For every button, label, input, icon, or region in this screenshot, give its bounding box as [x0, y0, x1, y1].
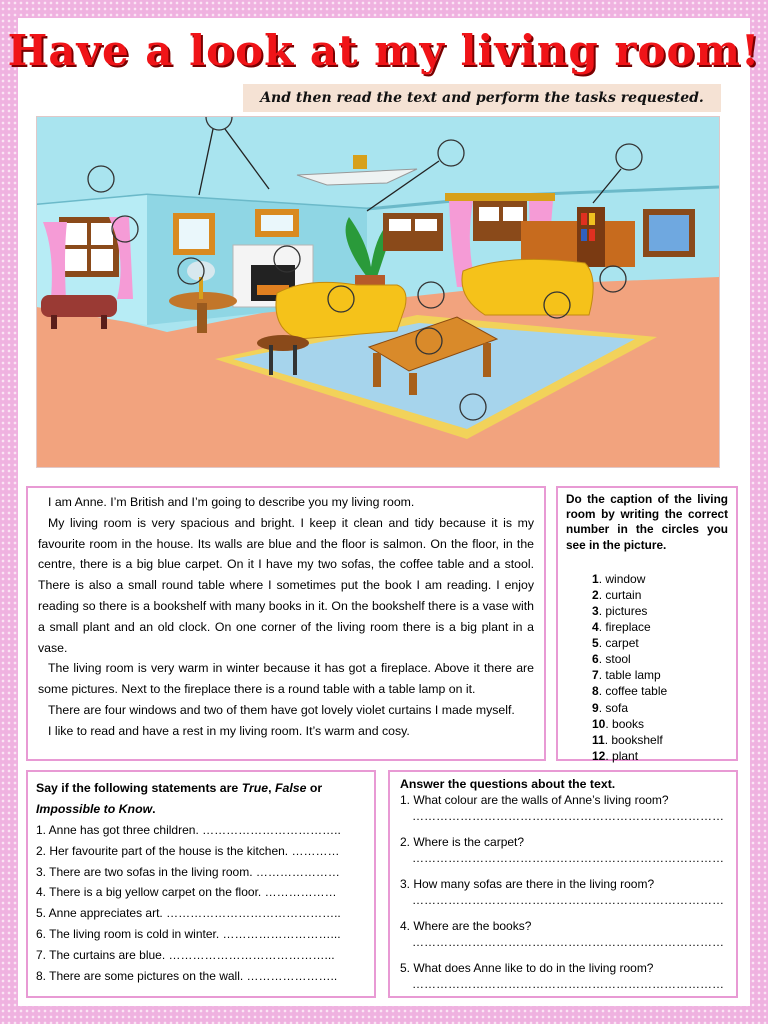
- answer-line: ……………………………………………………………………: [412, 935, 724, 949]
- caption-item: 10. books: [592, 716, 645, 731]
- answer-line: ……………………………………………………………………: [412, 893, 724, 907]
- page-title: Have a look at my living room!: [7, 26, 761, 75]
- statement-item: 3. There are two sofas in the living room. …………………: [36, 864, 340, 879]
- caption-item: 11. bookshelf: [592, 732, 663, 747]
- caption-task-box: [556, 486, 738, 761]
- statement-list: [36, 820, 366, 986]
- statement-item: 8. There are some pictures on the wall. …………………..: [36, 968, 338, 983]
- question-item: 5. What does Anne like to do in the living room?: [400, 961, 654, 975]
- answer-line: ……………………………………………………………………: [412, 809, 724, 823]
- true-false-heading: Say if the following statements are True, False or Impossible to Know.: [36, 781, 323, 816]
- statement-item: 4. There is a big yellow carpet on the floor. ………………: [36, 885, 337, 900]
- footstool: [41, 295, 117, 317]
- caption-item: 7. table lamp: [592, 668, 661, 683]
- sofa-left: [276, 282, 406, 339]
- living-room-illustration: [36, 116, 720, 468]
- story-paragraph-1: I am Anne. I’m British and I’m going to describe you my living room.: [48, 495, 415, 509]
- sofa-right: [462, 259, 593, 315]
- caption-item: 5. carpet: [592, 636, 639, 651]
- question-item: 2. Where is the carpet?: [400, 835, 525, 849]
- answer-line: ……………………………………………………………………: [412, 977, 724, 991]
- caption-item: 12. plant: [592, 748, 639, 763]
- living-room-drawing: [37, 117, 719, 467]
- caption-item: 9. sofa: [592, 700, 629, 715]
- questions-heading: Answer the questions about the text.: [400, 777, 616, 791]
- answer-line: ……………………………………………………………………: [412, 851, 724, 865]
- caption-instruction: Do the caption of the living room by writing the correct number in the circles you see in the picture.: [566, 492, 728, 552]
- caption-item: 8. coffee table: [592, 684, 668, 699]
- story-paragraph-5: I like to read and have a rest in my living room. It’s warm and cosy.: [48, 723, 410, 738]
- story-paragraph-4: There are four windows and two of them have got lovely violet curtains I made myself.: [48, 702, 515, 717]
- story-paragraph-2: My living room is very spacious and bright. I keep it clean and tidy because it is my favourite room in the house. Its walls are blue and the floor is salmon. On the floor, in the centre, there is a big blue carpet. On it I have my two sofas, the coffee table and a stool. There is also a small round table where I sometimes put the book I am reading. I enjoy reading so there is a bookshelf with many books in it. On the bookshelf there is a vase with a small plant and an old clock. On one corner of the living room there is a big plant in a vase.: [38, 515, 534, 655]
- questions-box: [388, 770, 738, 998]
- question-item: 3. How many sofas are there in the living room?: [400, 877, 655, 891]
- caption-item: 2. curtain: [592, 587, 642, 602]
- statement-item: 1. Anne has got three children. ……………………………..: [36, 823, 341, 837]
- caption-item: 1. window: [592, 571, 646, 586]
- question-item: 4. Where are the books?: [400, 919, 532, 933]
- stool: [257, 335, 309, 351]
- statement-item: 5. Anne appreciates art. ……………………………………..: [36, 906, 341, 921]
- caption-item: 3. pictures: [592, 604, 648, 618]
- statement-item: 2. Her favourite part of the house is the kitchen. …………: [36, 843, 340, 858]
- caption-item: 6. stool: [592, 652, 631, 667]
- page-subtitle: And then read the text and perform the tasks requested.: [243, 84, 721, 112]
- caption-word-list: [566, 571, 728, 764]
- true-false-box: [26, 770, 376, 998]
- caption-item: 4. fireplace: [592, 620, 651, 635]
- story-paragraph-3: The living room is very warm in winter because it has got a fireplace. Above it there are some pictures. Next to the fireplace there is a round table with a table lamp on it.: [38, 661, 534, 697]
- statement-item: 6. The living room is cold in winter. ………………………...: [36, 926, 341, 941]
- statement-item: 7. The curtains are blue. …………………………………...: [36, 947, 335, 962]
- question-item: 1. What colour are the walls of Anne’s living room?: [400, 793, 669, 807]
- story-text-box: [26, 486, 546, 761]
